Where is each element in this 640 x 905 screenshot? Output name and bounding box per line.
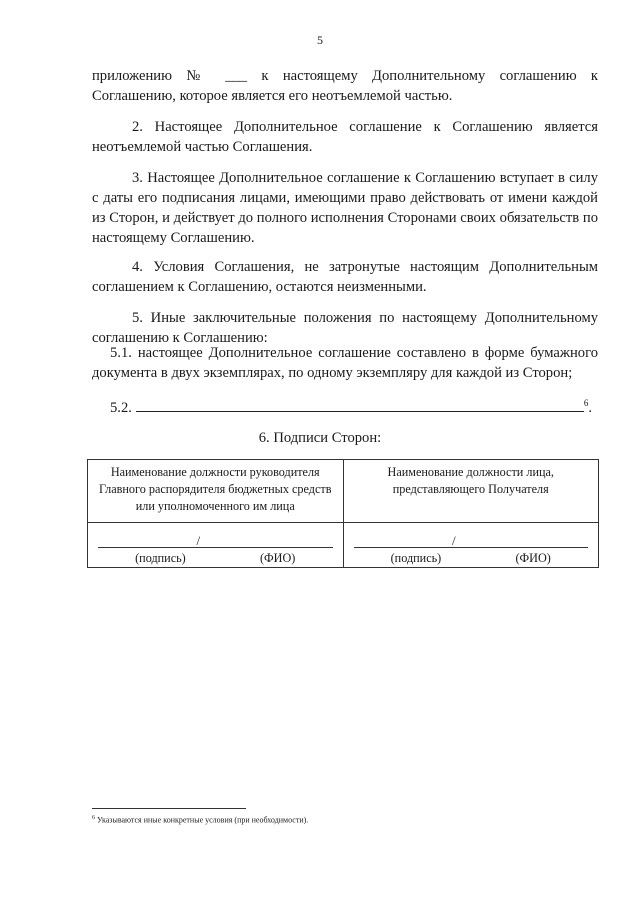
paragraph-5-2-label: 5.2. <box>110 399 132 416</box>
right-header: Наименование должности лица, представляющего Получателя <box>343 460 599 523</box>
right-name-label: (ФИО) <box>515 551 551 565</box>
footnote <box>92 815 308 825</box>
paragraph-1-line-1: приложению № ___ к настоящему Дополнительному соглашению к <box>92 68 598 84</box>
page-number: 5 <box>317 33 323 47</box>
paragraph-4: 4. Условия Соглашения, не затронутые настоящим Дополнительным соглашением к Соглашению, остаются неизменными. <box>92 259 598 295</box>
section-title: 6. Подписи Сторон: <box>258 430 382 446</box>
left-signature-slash: / <box>196 533 201 548</box>
signature-table <box>87 459 599 568</box>
paragraph-3: 3. Настоящее Дополнительное соглашение к Соглашению вступает в силу с даты его подписания лицами, имеющими право действовать от имени каждой из Сторон, и действует до полного исполнения Сторонами своих обязательств по настоящему Соглашению. <box>92 170 598 246</box>
right-signature-slash: / <box>451 533 456 548</box>
right-signature-cell <box>343 523 599 568</box>
left-sign-label: (подпись) <box>135 551 186 565</box>
right-sign-label: (подпись) <box>390 551 442 565</box>
footnote-mark: 6 <box>92 815 95 821</box>
paragraph-1-line-2: Соглашению, которое является его неотъемлемой частью. <box>92 88 453 104</box>
footnote-separator <box>92 808 246 809</box>
left-header: Наименование должности руководителя Главного распорядителя бюджетных средств или уполномоченного им лица <box>88 460 344 523</box>
paragraph-2: 2. Настоящее Дополнительное соглашение к Соглашению является неотъемлемой частью Соглашения. <box>92 119 598 155</box>
footnote-text: Указываются иные конкретные условия (при необходимости). <box>97 815 309 825</box>
left-signature-line <box>98 531 333 548</box>
right-signature-line <box>354 531 589 548</box>
paragraph-5-2-blank-line <box>136 397 584 412</box>
left-name-label: (ФИО) <box>260 551 296 565</box>
footnote-reference: 6 <box>583 398 589 408</box>
paragraph-5-2 <box>110 393 616 418</box>
paragraph-5: 5. Иные заключительные положения по настоящему Дополнительному соглашению к Соглашению: <box>92 310 598 346</box>
paragraph-5-1: 5.1. настоящее Дополнительное соглашение составлено в форме бумажного документа в двух экземплярах, по одному экземпляру для каждой из Сторон; <box>92 345 598 381</box>
paragraph-5-2-end: . <box>588 399 593 416</box>
left-signature-cell <box>88 523 344 568</box>
